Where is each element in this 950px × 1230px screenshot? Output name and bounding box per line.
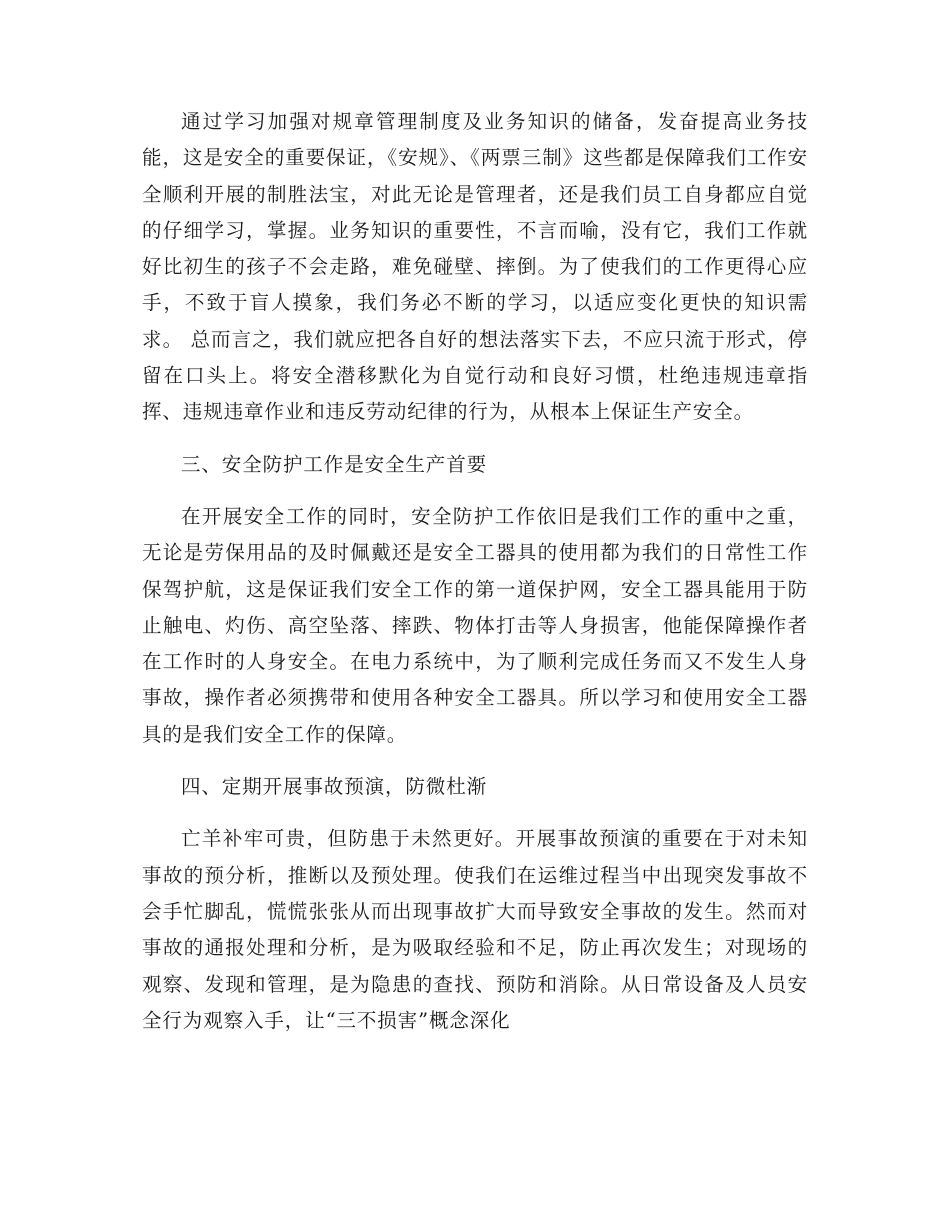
body-paragraph-1: 通过学习加强对规章管理制度及业务知识的储备，发奋提高业务技能，这是安全的重要保证，《安规》、《两票三制》这些都是保障我们工作安全顺利开展的制胜法宝，对此无论是管理者，还是我们员工自身都应自觉的仔细学习，掌握。业务知识的重要性，不言而喻，没有它，我们工作就好比初生的孩子不会走路，难免碰壁、摔倒。为了使我们的工作更得心应手，不致于盲人摸象，我们务必不断的学习，以适应变化更快的知识需求。 总而言之，我们就应把各自好的想法落实下去，不应只流于形式，停留在口头上。将安全潜移默化为自觉行动和良好习惯，杜绝违规违章指挥、违规违章作业和违反劳动纪律的行为，从根本上保证生产安全。 [142,110,808,424]
paragraph-gap [142,805,808,821]
document-page [142,104,808,1039]
paragraph-gap [142,431,808,447]
section-heading-4: 四、定期开展事故预演，防微杜渐 [181,775,488,799]
body-paragraph-3: 亡羊补牢可贵，但防患于未然更好。开展事故预演的重要在于对未知事故的预分析，推断以及预处理。使我们在运维过程当中出现突发事故不会手忙脚乱，慌慌张张从而出现事故扩大而导致安全事故的发生。然而对事故的通报处理和分析，是为吸取经验和不足，防止再次发生；对现场的观察、发现和管理，是为隐患的查找、预防和消除。从日常设备及人员安全行为观察入手，让“三不损害”概念深化 [142,827,808,1032]
paragraph-gap [142,483,808,499]
section-heading-3: 三、安全防护工作是安全生产首要 [181,452,488,476]
paragraph-gap [142,753,808,769]
body-paragraph-2: 在开展安全工作的同时，安全防护工作依旧是我们工作的重中之重，无论是劳保用品的及时佩戴还是安全工器具的使用都为我们的日常性工作保驾护航，这是保证我们安全工作的第一道保护网，安全工器具能用于防止触电、灼伤、高空坠落、摔跌、物体打击等人身损害，他能保障操作者在工作时的人身安全。在电力系统中，为了顺利完成任务而又不发生人身事故，操作者必须携带和使用各种安全工器具。所以学习和使用安全工器具的是我们安全工作的保障。 [142,504,808,746]
